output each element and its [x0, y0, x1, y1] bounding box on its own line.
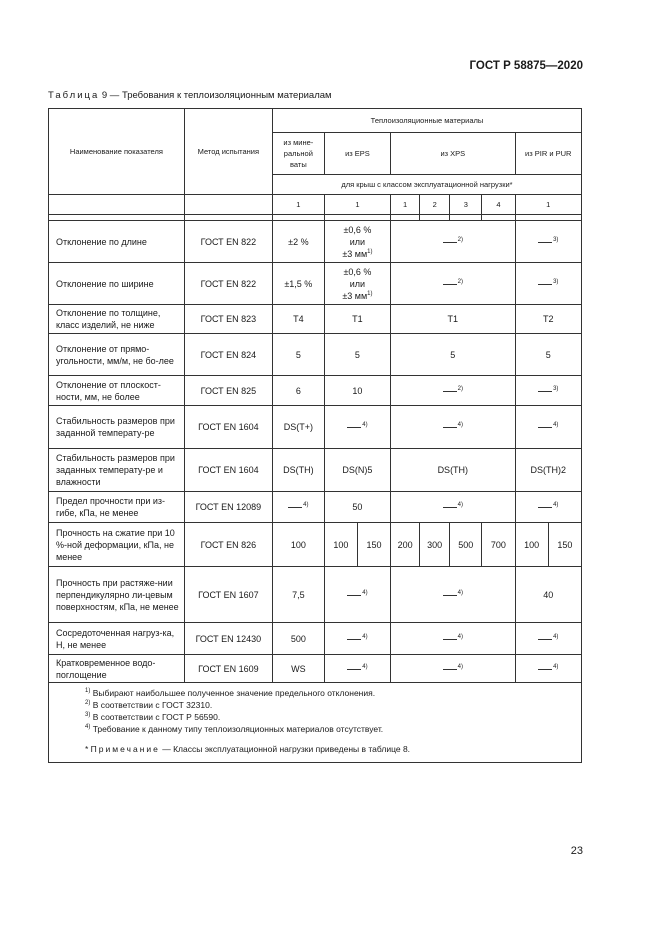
- col-header-xps: из XPS: [391, 133, 515, 175]
- value-wool: T4: [272, 305, 324, 334]
- footnotes-row: [49, 683, 582, 763]
- test-method: ГОСТ EN 1604: [184, 406, 272, 449]
- col-header-eps: из EPS: [324, 133, 390, 175]
- value-wool: 5: [272, 334, 324, 376]
- value-wool: WS: [272, 655, 324, 683]
- value-xps: 4): [391, 567, 515, 623]
- indicator-name: Прочность при растяже-нии перпендикулярно ли-цевым поверхностям, кПа, не менее: [49, 567, 185, 623]
- indicator-name: Отклонение по длине: [49, 221, 185, 263]
- value-eps: 150: [357, 523, 390, 567]
- class-cell: 1: [391, 195, 420, 215]
- value-wool: DS(T+): [272, 406, 324, 449]
- dash-mark: [443, 242, 457, 243]
- indicator-name: Стабильность размеров при заданной температу-ре: [49, 406, 185, 449]
- footnote: $^{4)}$ Требование к данному типу теплоизоляционных материалов отсутствует.: [85, 724, 384, 734]
- indicator-name: Отклонение от плоскост-ности, мм, не более: [49, 376, 185, 406]
- value-pir: 5: [515, 334, 581, 376]
- value-pir: T2: [515, 305, 581, 334]
- value-xps: 2): [391, 376, 515, 406]
- dash-mark: [347, 669, 361, 670]
- test-method: ГОСТ EN 825: [184, 376, 272, 406]
- page-number: 23: [570, 845, 583, 857]
- value-pir: 150: [548, 523, 581, 567]
- value-eps: 100: [324, 523, 357, 567]
- class-cell: 3: [450, 195, 482, 215]
- value-eps: 4): [324, 655, 390, 683]
- value-eps: 4): [324, 567, 390, 623]
- dash-mark: [347, 639, 361, 640]
- indicator-name: Стабильность размеров при заданных температу-ре и влажности: [49, 449, 185, 492]
- test-method: ГОСТ EN 824: [184, 334, 272, 376]
- indicator-name: Кратковременное водо-поглощение: [49, 655, 185, 683]
- value-wool: ±2 %: [272, 221, 324, 263]
- value-eps: 5: [324, 334, 390, 376]
- value-xps: 5: [391, 334, 515, 376]
- value-xps: DS(TH): [391, 449, 515, 492]
- value-pir: 100: [515, 523, 548, 567]
- test-method: ГОСТ EN 823: [184, 305, 272, 334]
- class-cell: 1: [272, 195, 324, 215]
- class-cell: 1: [515, 195, 581, 215]
- value-eps: 4): [324, 406, 390, 449]
- test-method: ГОСТ EN 1607: [184, 567, 272, 623]
- col-header-group: Теплоизоляционные материалы: [272, 109, 581, 133]
- table-row: [49, 376, 582, 406]
- dash-mark: [443, 391, 457, 392]
- table-row: [49, 406, 582, 449]
- value-xps: 4): [391, 406, 515, 449]
- indicator-name: Отклонение по толщине, класс изделий, не ниже: [49, 305, 185, 334]
- table-caption: [48, 90, 332, 101]
- dash-mark: [443, 669, 457, 670]
- test-method: ГОСТ EN 12089: [184, 492, 272, 523]
- dash-mark: [538, 391, 552, 392]
- value-pir: 3): [515, 221, 581, 263]
- table-note: * Примечание — Классы эксплуатационной нагрузки приведены в таблице 8.: [85, 744, 411, 754]
- document-code: ГОСТ Р 58875—2020: [469, 60, 583, 72]
- value-wool: 6: [272, 376, 324, 406]
- dash-mark: [538, 639, 552, 640]
- value-pir: 4): [515, 492, 581, 523]
- dash-mark: [443, 595, 457, 596]
- indicator-name: Отклонение по ширине: [49, 263, 185, 305]
- table-row: [49, 655, 582, 683]
- class-cell: 4: [482, 195, 515, 215]
- table-row: [49, 567, 582, 623]
- dash-mark: [347, 427, 361, 428]
- requirements-table: [48, 108, 582, 763]
- table-row: [49, 334, 582, 376]
- table-row: [49, 263, 582, 305]
- class-cell: 2: [420, 195, 450, 215]
- table-row: [49, 305, 582, 334]
- value-wool: 7,5: [272, 567, 324, 623]
- footnote: $^{3)}$ В соответствии с ГОСТ Р 56590.: [85, 712, 221, 722]
- col-header-method: Метод испытания: [184, 109, 272, 195]
- footnotes: [49, 683, 582, 763]
- table-caption-text: 9 — Требования к теплоизоляционным материалам: [99, 90, 332, 101]
- footnote: $^{2)}$ В соответствии с ГОСТ 32310.: [85, 700, 213, 710]
- value-pir: 3): [515, 263, 581, 305]
- test-method: ГОСТ EN 1609: [184, 655, 272, 683]
- value-xps: 4): [391, 623, 515, 655]
- dash-mark: [538, 507, 552, 508]
- col-header-load-class: для крыш с классом эксплуатационной нагрузки*: [272, 175, 581, 195]
- value-eps: ±0,6 % или ±3 $мм^{1)}$: [324, 263, 390, 305]
- table-row: [49, 221, 582, 263]
- test-method: ГОСТ EN 822: [184, 221, 272, 263]
- value-xps: 700: [482, 523, 515, 567]
- class-cell: 1: [324, 195, 390, 215]
- value-xps: 2): [391, 221, 515, 263]
- value-wool: ±1,5 %: [272, 263, 324, 305]
- dash-mark: [288, 507, 302, 508]
- value-eps: 50: [324, 492, 390, 523]
- test-method: ГОСТ EN 1604: [184, 449, 272, 492]
- dash-mark: [443, 639, 457, 640]
- value-xps: 4): [391, 492, 515, 523]
- dash-mark: [538, 427, 552, 428]
- value-xps: 2): [391, 263, 515, 305]
- header-row: [49, 109, 582, 133]
- value-xps: T1: [391, 305, 515, 334]
- indicator-name: Предел прочности при из-гибе, кПа, не менее: [49, 492, 185, 523]
- value-eps: 4): [324, 623, 390, 655]
- value-pir: 40: [515, 567, 581, 623]
- table-row: [49, 523, 582, 567]
- value-wool: DS(TH): [272, 449, 324, 492]
- dash-mark: [347, 595, 361, 596]
- class-row: [49, 195, 582, 215]
- footnote: $^{1)}$ Выбирают наибольшее полученное значение предельного отклонения.: [85, 688, 376, 698]
- value-wool: 100: [272, 523, 324, 567]
- indicator-name: Прочность на сжатие при 10 %-ной деформации, кПа, не менее: [49, 523, 185, 567]
- value-xps: 300: [420, 523, 450, 567]
- table-row: [49, 623, 582, 655]
- table-row: [49, 492, 582, 523]
- col-header-pir: из PIR и PUR: [515, 133, 581, 175]
- indicator-name: Сосредоточенная нагруз-ка, Н, не менее: [49, 623, 185, 655]
- col-header-wool: из мине-ральной ваты: [272, 133, 324, 175]
- test-method: ГОСТ EN 12430: [184, 623, 272, 655]
- dash-mark: [538, 242, 552, 243]
- value-eps: ±0,6 % или ±3 $мм^{1)}$: [324, 221, 390, 263]
- value-wool: 500: [272, 623, 324, 655]
- value-pir: 4): [515, 623, 581, 655]
- value-eps: T1: [324, 305, 390, 334]
- test-method: ГОСТ EN 826: [184, 523, 272, 567]
- value-pir: 3): [515, 376, 581, 406]
- dash-mark: [538, 669, 552, 670]
- value-pir: DS(TH)2: [515, 449, 581, 492]
- value-xps: 4): [391, 655, 515, 683]
- value-eps: 10: [324, 376, 390, 406]
- value-pir: 4): [515, 655, 581, 683]
- table-caption-prefix: Таблица: [48, 90, 100, 101]
- value-xps: 200: [391, 523, 420, 567]
- dash-mark: [443, 284, 457, 285]
- dash-mark: [538, 284, 552, 285]
- dash-mark: [443, 507, 457, 508]
- table-row: [49, 449, 582, 492]
- test-method: ГОСТ EN 822: [184, 263, 272, 305]
- value-xps: 500: [450, 523, 482, 567]
- value-wool: 4): [272, 492, 324, 523]
- dash-mark: [443, 427, 457, 428]
- indicator-name: Отклонение от прямо-угольности, мм/м, не бо-лее: [49, 334, 185, 376]
- value-eps: DS(N)5: [324, 449, 390, 492]
- col-header-name: Наименование показателя: [49, 109, 185, 195]
- value-pir: 4): [515, 406, 581, 449]
